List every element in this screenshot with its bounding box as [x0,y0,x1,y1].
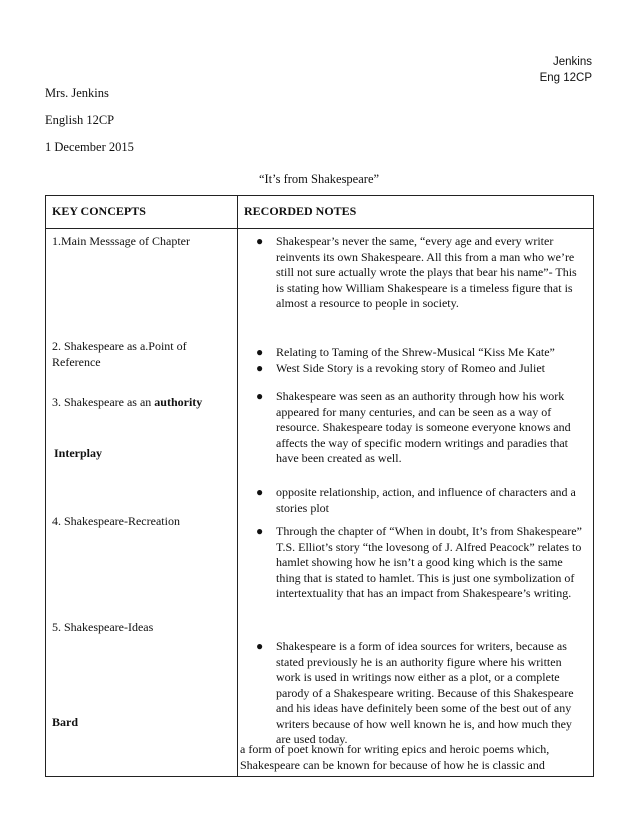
key-concepts-cell [46,229,238,777]
notes-list-recreation [252,524,587,602]
table-row [46,229,594,777]
concept-point-of-reference: 2. Shakespeare as a.Point of Reference [52,339,187,369]
notes-list-authority [252,389,587,467]
concept-authority: 3. Shakespeare as an authority [52,395,203,409]
bullet-icon: ● [256,639,264,653]
concept-interplay: Interplay [54,446,102,460]
notes-table [45,195,594,777]
recorded-notes-header: RECORDED NOTES [238,196,594,229]
list-item: ● Shakespeare is a form of idea sources for writers, because as stated previously he is an authority figure where his written work is used in writings now either as a plot, or a complete parody of a Shakespeare writing. Because of this Shakespeare and his ideas have definitely been some of the best out of any writers because of how well known he is, and how much they are used today. [256,639,574,746]
bullet-icon: ● [256,360,264,375]
list-item: ● Relating to Taming of the Shrew-Musical “Kiss Me Kate” [256,345,555,359]
concept-main-message: 1.Main Messsage of Chapter [52,234,190,248]
recorded-notes-cell [238,229,594,777]
class-name: English 12CP [45,113,115,127]
bullet-icon: ● [256,485,264,499]
document-date: 1 December 2015 [45,140,134,154]
bard-note: a form of poet known for writing epics and heroic poems which, Shakespeare can be known for because of how he is classic and [240,742,550,772]
notes-list-interplay [252,485,587,516]
list-item: ● Through the chapter of “When in doubt, It’s from Shakespeare” T.S. Elliot’s story “the lovesong of J. Alfred Peacock” relates to hamlet showing how he isn’t a good king which is the same thing that is stated to hamlet. This is just one symbolization of intertextuality that has an impact from Shakespeare’s writing. [256,524,582,600]
bullet-icon: ● [256,524,264,538]
notes-list-reference [252,345,587,376]
bullet-icon: ● [256,234,264,248]
header-course: Eng 12CP [539,72,592,84]
concept-ideas: 5. Shakespeare-Ideas [52,620,154,634]
list-item: ● Shakespear’s never the same, “every age and every writer reinvents its own Shakespeare. All this from a man who we’re still not sure actually wrote the plays that bear his name”- This is stating how William Shakespeare is a timeless figure that is almost a resource to people in society. [256,234,577,310]
notes-list-ideas [252,639,587,748]
concept-recreation: 4. Shakespeare-Recreation [52,514,180,528]
notes-list-main [252,234,587,312]
concept-bard: Bard [52,715,79,729]
list-item: ● opposite relationship, action, and influence of characters and a stories plot [256,485,576,515]
table-header-row [46,196,594,229]
key-concepts-header: KEY CONCEPTS [46,196,238,229]
bullet-icon: ● [256,345,264,359]
teacher-name: Mrs. Jenkins [45,86,109,100]
list-item: ● West Side Story is a revoking story of Romeo and Juliet [256,360,546,375]
bullet-icon: ● [256,389,264,403]
list-item: ● Shakespeare was seen as an authority through how his work appeared for many centuries, and can be seen as a way of resource. Shakespeare today is someone everyone knows and affects the way of specific modern writings and paradies that have been created as well. [256,389,571,465]
header-name: Jenkins [553,56,592,68]
document-title: “It’s from Shakespeare” [258,172,380,186]
